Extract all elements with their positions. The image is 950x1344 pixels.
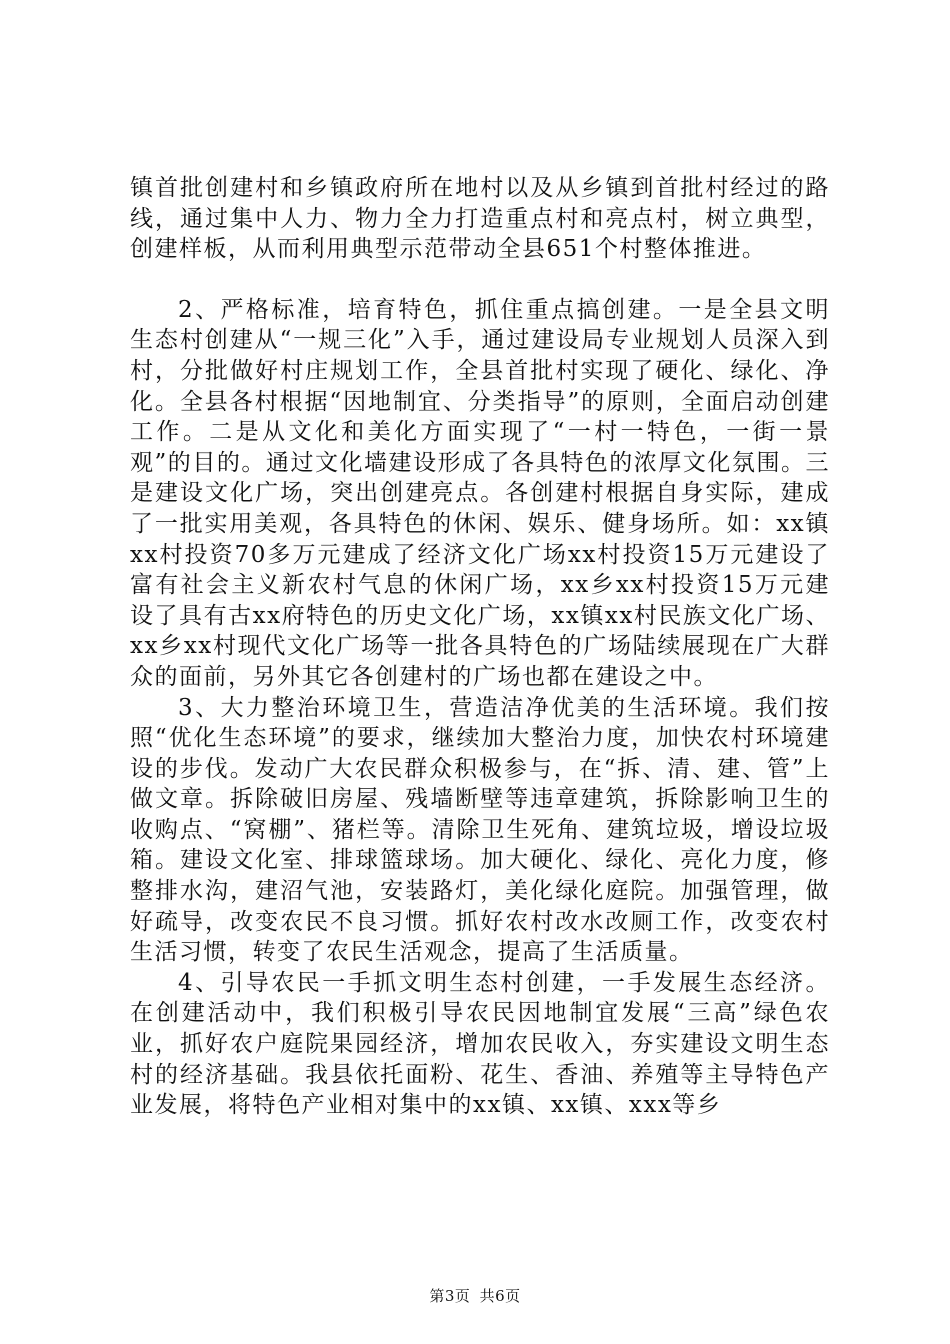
page-total: 共6页 [479, 1287, 521, 1305]
paragraph-item-4: 4、引导农民一手抓文明生态村创建，一手发展生态经济。在创建活动中，我们积极引导农民因地制宜发展“三高”绿色农业，抓好农户庭院果园经济，增加农民收入，夯实建设文明生态村的经济基础。我县依托面粉、花生、香油、养殖等主导特色产业发展，将特色产业相对集中的xx镇、xx镇、xxx等乡 [130, 969, 830, 1119]
paragraph-continuation: 镇首批创建村和乡镇政府所在地村以及从乡镇到首批村经过的路线，通过集中人力、物力全力打造重点村和亮点村，树立典型，创建样板，从而利用典型示范带动全县651个村整体推进。 [130, 175, 830, 263]
page-number: 第3页 [429, 1287, 471, 1305]
page-footer [0, 1285, 950, 1306]
document-body [130, 173, 830, 1121]
paragraph-item-2: 2、严格标准，培育特色，抓住重点搞创建。一是全县文明生态村创建从“一规三化”入手，通过建设局专业规划人员深入到村，分批做好村庄规划工作，全县首批村实现了硬化、绿化、净化。全县各村根据“因地制宜、分类指导”的原则，全面启动创建工作。二是从文化和美化方面实现了“一村一特色，一街一景观”的目的。通过文化墙建设形成了各具特色的浓厚文化氛围。三是建设文化广场，突出创建亮点。各创建村根据自身实际，建成了一批实用美观，各具特色的休闲、娱乐、健身场所。如：xx镇xx村投资70多万元建成了经济文化广场xx村投资15万元建设了富有社会主义新农村气息的休闲广场，xx乡xx村投资15万元建设了具有古xx府特色的历史文化广场，xx镇xx村民族文化广场、xx乡xx村现代文化广场等一批各具特色的广场陆续展现在广大群众的面前，另外其它各创建村的广场也都在建设之中。 [130, 296, 830, 690]
paragraph-item-3: 3、大力整治环境卫生，营造洁净优美的生活环境。我们按照“优化生态环境”的要求，继续加大整治力度，加快农村环境建设的步伐。发动广大农民群众积极参与，在“拆、清、建、管”上做文章。拆除破旧房屋、残墙断壁等违章建筑，拆除影响卫生的收购点、“窝棚”、猪栏等。清除卫生死角、建筑垃圾，增设垃圾箱。建设文化室、排球篮球场。加大硬化、绿化、亮化力度，修整排水沟，建沼气池，安装路灯，美化绿化庭院。加强管理，做好疏导，改变农民不良习惯。抓好农村改水改厕工作，改变农村生活习惯，转变了农民生活观念，提高了生活质量。 [130, 694, 830, 966]
